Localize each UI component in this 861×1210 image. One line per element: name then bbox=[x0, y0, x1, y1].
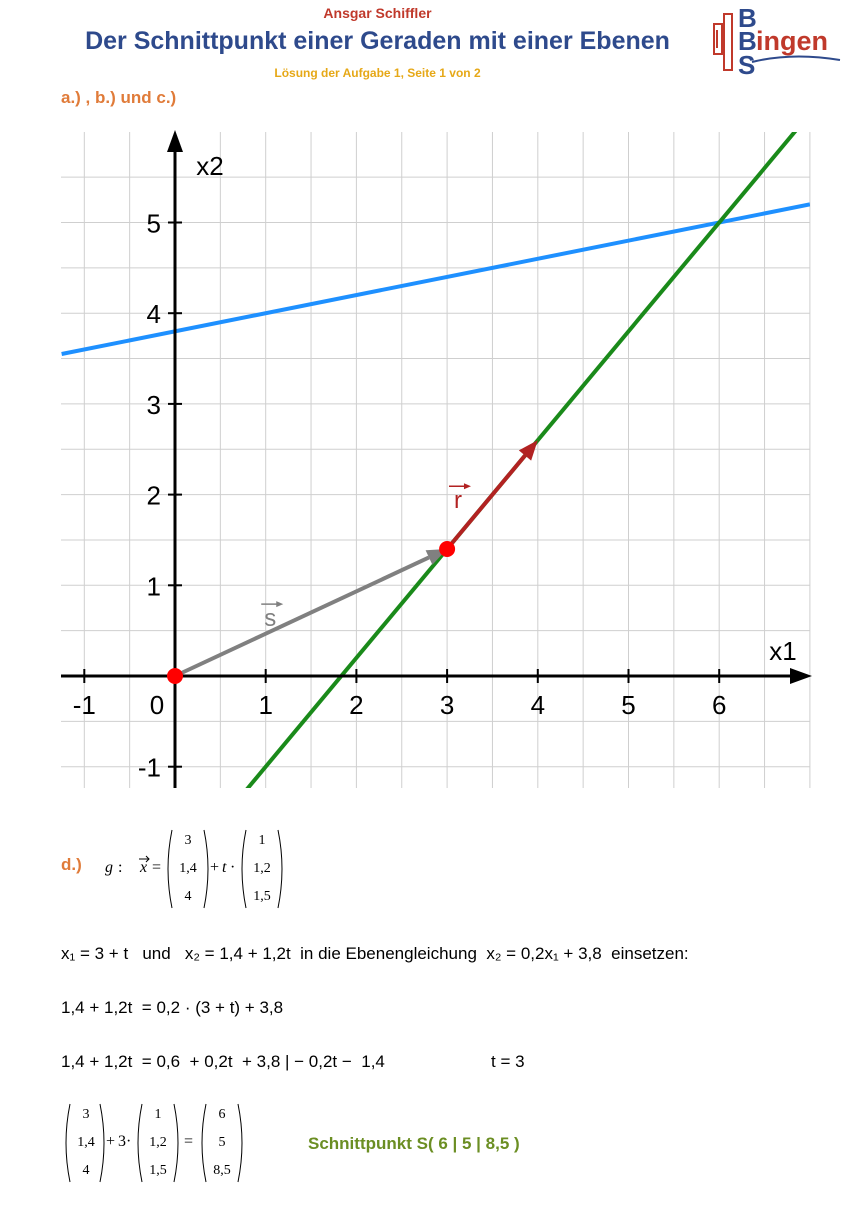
y-tick-label: 2 bbox=[146, 480, 161, 511]
calc-dot: · bbox=[126, 1133, 132, 1150]
direction-vector-1: 1 bbox=[258, 833, 266, 848]
y-tick-label: 1 bbox=[146, 571, 161, 602]
calc-b-2: 1,2 bbox=[149, 1135, 167, 1150]
x-tick-label: 0 bbox=[149, 690, 165, 720]
paren-left bbox=[168, 830, 172, 908]
calc-equals: = bbox=[184, 1133, 194, 1150]
calc-factor: 3 bbox=[118, 1133, 126, 1150]
t-result: t = 3 bbox=[491, 1052, 525, 1071]
y-tick-label: -1 bbox=[137, 752, 161, 783]
equation-step-2: 1,4 + 1,2t = 0,6 + 0,2t + 3,8 | − 0,2t − 1,4 bbox=[61, 1052, 385, 1071]
chart-axes bbox=[61, 130, 812, 788]
y-tick-label: 3 bbox=[146, 389, 161, 420]
x-tick-label: 1 bbox=[258, 690, 273, 720]
vector-s-label: s bbox=[264, 605, 277, 633]
g-colon: : bbox=[118, 859, 123, 876]
x-tick-label: 4 bbox=[530, 690, 546, 720]
calc-a-1: 3 bbox=[82, 1107, 90, 1122]
section-label-abc: a.) , b.) und c.) bbox=[61, 88, 177, 107]
g-t: t bbox=[222, 859, 227, 876]
calc-result-1: 6 bbox=[218, 1107, 226, 1122]
support-vector-2: 1,4 bbox=[179, 861, 197, 876]
paren-left-2 bbox=[242, 830, 246, 908]
logo-letter-s: S bbox=[738, 50, 756, 76]
direction-vector-2: 1,2 bbox=[253, 861, 271, 876]
paren-b-right bbox=[174, 1104, 178, 1182]
author-name: Ansgar Schiffler bbox=[323, 5, 432, 21]
y-axis-label: x2 bbox=[196, 151, 224, 181]
logo-text: ingen bbox=[756, 26, 828, 56]
paren-right bbox=[204, 830, 208, 908]
intersection-result: Schnittpunkt S( 6 | 5 | 8,5 ) bbox=[308, 1134, 520, 1153]
paren-c-right bbox=[238, 1104, 242, 1182]
y-tick-label: 5 bbox=[146, 208, 161, 239]
logo-letter-b2: B bbox=[738, 26, 757, 56]
g-x: x bbox=[140, 859, 148, 876]
substitution-text: x₁ = 3 + t und x₂ = 1,4 + 1,2t in die Ebenengleichung x₂ = 0,2x₁ + 3,8 einsetzen: bbox=[61, 944, 689, 963]
x-axis-label: x1 bbox=[769, 636, 797, 666]
support-vector-3: 4 bbox=[184, 889, 192, 904]
calc-b-3: 1,5 bbox=[149, 1163, 167, 1178]
calc-a-2: 1,4 bbox=[77, 1135, 95, 1150]
direction-vector-3: 1,5 bbox=[253, 889, 271, 904]
paren-b-left bbox=[138, 1104, 142, 1182]
calc-result-2: 5 bbox=[218, 1135, 226, 1150]
x-tick-label: -1 bbox=[72, 690, 96, 720]
equation-step-1: 1,4 + 1,2t = 0,2 · (3 + t) + 3,8 bbox=[61, 998, 284, 1017]
bbs-bingen-logo bbox=[712, 4, 842, 76]
paren-right-2 bbox=[278, 830, 282, 908]
x-tick-label: 2 bbox=[349, 690, 364, 720]
line-equation-g bbox=[100, 826, 300, 912]
calc-a-3: 4 bbox=[82, 1163, 90, 1178]
calc-result-3: 8,5 bbox=[213, 1163, 231, 1178]
x-tick-label: 6 bbox=[711, 690, 727, 720]
logo-building-icon bbox=[714, 14, 732, 70]
x-tick-label: 5 bbox=[621, 690, 636, 720]
section-label-d: d.) bbox=[61, 855, 82, 874]
paren-a-left bbox=[66, 1104, 70, 1182]
x-axis-arrowhead bbox=[790, 668, 812, 684]
g-dot: · bbox=[230, 859, 236, 876]
logo-swoosh bbox=[752, 56, 840, 62]
vector-r-label-arrowhead bbox=[464, 483, 471, 489]
calc-b-1: 1 bbox=[154, 1107, 162, 1122]
vector-s-label-arrowhead bbox=[276, 601, 283, 607]
page-title: Der Schnittpunkt einer Geraden mit einer Ebenen bbox=[85, 27, 670, 55]
g-equals: = bbox=[152, 859, 162, 876]
coordinate-chart bbox=[0, 120, 861, 800]
vector-r-label: r bbox=[453, 487, 462, 515]
y-tick-label: 4 bbox=[146, 299, 161, 330]
paren-c-left bbox=[202, 1104, 206, 1182]
support-vector-1: 3 bbox=[184, 833, 192, 848]
calc-plus: + bbox=[106, 1133, 116, 1150]
intersection-calculation bbox=[60, 1100, 260, 1186]
g-plus: + bbox=[210, 859, 220, 876]
paren-a-right bbox=[100, 1104, 104, 1182]
y-axis-arrowhead bbox=[167, 130, 183, 152]
logo-letter-b1: B bbox=[738, 4, 757, 33]
chart-grid bbox=[61, 132, 810, 788]
x-tick-label: 3 bbox=[439, 690, 455, 720]
data-point bbox=[439, 541, 455, 557]
page-subtitle: Lösung der Aufgabe 1, Seite 1 von 2 bbox=[274, 66, 481, 80]
g-name: g bbox=[105, 859, 113, 876]
data-point bbox=[167, 668, 183, 684]
